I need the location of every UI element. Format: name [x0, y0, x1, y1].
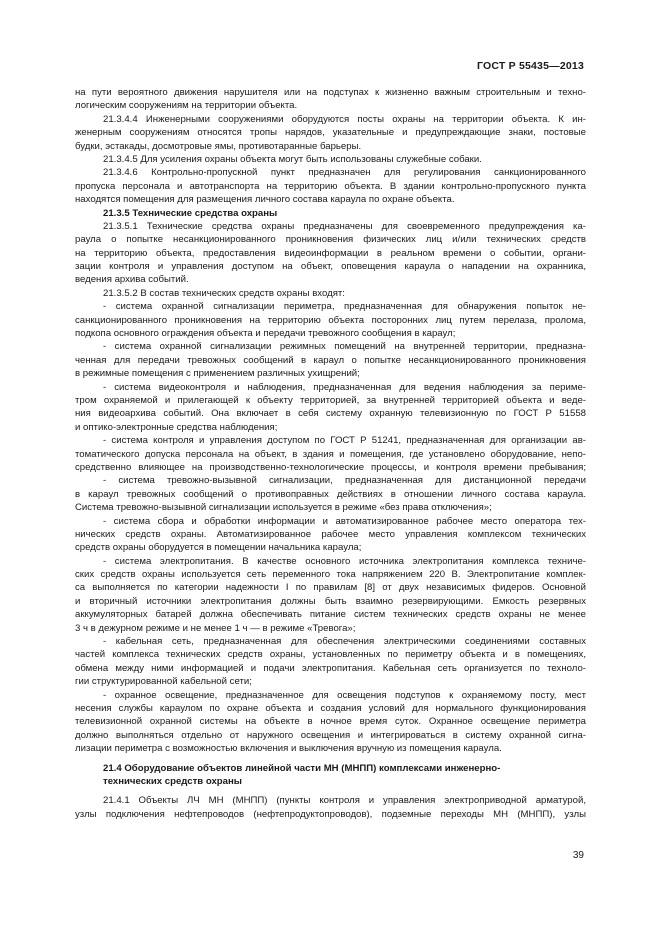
text-line: 21.3.5.2 В состав технических средств охраны входят:	[103, 287, 345, 299]
text-line: Система тревожно-вызывной сигнализации используется в режиме «без права отключения»;	[75, 502, 492, 514]
text-line: зации контроля и управления доступом на объект, оповещения караула о нападении на охранника,	[75, 261, 586, 273]
text-line: - система тревожно-вызывной сигнализации, предназначенная для дистанционной передачи	[103, 475, 586, 487]
text-line: узлы подключения нефтепроводов (нефтепродуктопроводов), подземные переходы МН (МНПП), узлы	[75, 808, 586, 820]
text-line: 21.3.4.5 Для усиления охраны объекта могут быть использованы служебные собаки.	[103, 153, 482, 165]
text-line: будки, эстакады, досмотровые ямы, противотаранные барьеры.	[75, 140, 362, 152]
text-line: 21.3.4.6 Контрольно-пропускной пункт предназначен для регулирования санкционированного	[103, 167, 586, 179]
text-line: средственно влияющее на производственно-технологические процессы, и контроля времени пребывания;	[75, 461, 586, 473]
text-line: ченная для передачи тревожных сообщений в караул о попытке несанкционированного проникновения	[75, 354, 586, 366]
text-line: 21.3.5.1 Технические средства охраны предназначены для своевременного предупреждения ка-	[103, 220, 586, 232]
text-line: - система сбора и обработки информации и автоматизированное рабочее место оператора тех-	[103, 515, 586, 527]
text-line: - система охранной сигнализации режимных помещений на внутренней территории, предназна-	[103, 341, 586, 353]
text-line: и вторичный источники электропитания должны быть взаимно резервирующими. Емкость резервных	[75, 595, 586, 607]
text-line: в режимные помещения с применением различных ухищрений;	[75, 368, 360, 380]
text-line: средств охраны оборудуется в помещении начальника караула;	[75, 542, 362, 554]
text-line: телевизионной охранной системы на объекте в ночное время суток. Охранное освещение периметра	[75, 716, 586, 728]
page-body	[75, 86, 586, 821]
text-line: тром охраняемой и прилегающей к объекту территорией, за внутренней территорией объекта и веде-	[75, 394, 586, 406]
text-line: раула о попытке несанкционированного проникновения физических лиц и/или технических средств	[75, 234, 586, 246]
page-number: 39	[572, 850, 584, 861]
text-line: несения службы караулом по охране объекта и создания условий для нормального функционирования	[75, 702, 586, 714]
text-line: 3 ч в дежурном режиме и не менее 1 ч — в режиме «Тревога»;	[75, 622, 356, 634]
text-line: находятся помещения для размещения личного состава караула по охране объекта.	[75, 194, 455, 206]
text-line: на пути вероятного движения нарушителя или на подступах к жизненно важным строительным и техно-	[75, 87, 586, 98]
text-line: са выполняется по категории надежности I по правилам [8] от двух независимых фидеров. Основной	[75, 582, 586, 594]
text-line: на территорию объекта, предоставления видеоинформации в реальном времени о событии, органи-	[75, 247, 586, 259]
text-line: гии структурированной кабельной сети;	[75, 676, 252, 688]
text-line: - система охранной сигнализации периметра, предназначенная для обнаружения попыток не-	[103, 301, 586, 313]
section-heading-line: 21.4 Оборудование объектов линейной части МН (МНПП) комплексами инженерно-	[103, 762, 501, 774]
text-line: обмена между ними информацией и подачи электропитания. Кабельная сеть организуется по техноло-	[75, 662, 586, 674]
text-line: пропуска персонала и автотранспорта на территорию объекта. В здании контрольно-пропускного пункта	[75, 180, 586, 192]
text-line: 21.4.1 Объекты ЛЧ МН (МНПП) (пункты контроля и управления электроприводной арматурой,	[103, 795, 586, 807]
text-line: ния видеоархива событий. Она включает в себя систему охранную телевизионную по ГОСТ Р 51558	[75, 408, 586, 420]
text-line: логическим сооружениям на территории объекта.	[75, 100, 298, 112]
section-heading-line: технических средств охраны	[103, 775, 242, 787]
section-heading-line: 21.3.5 Технические средства охраны	[103, 207, 278, 219]
text-line: аккумуляторных батарей должна обеспечивать питание систем технических средств охраны не менее	[75, 609, 586, 621]
text-line: и оптико-электронные средства наблюдения;	[75, 421, 278, 433]
text-line: ских средств охраны используется сеть переменного тока напряжением 220 В. Электропитание комплек-	[75, 569, 586, 581]
text-line: частей комплекса технических средств охраны, установленных по периметру объекта и в помещениях,	[75, 649, 586, 661]
document-header: ГОСТ Р 55435—2013	[476, 60, 584, 72]
text-line: - охранное освещение, предназначенное для освещения подступов к охраняемому посту, мест	[103, 689, 586, 701]
text-line: - система электропитания. В качестве основного источника электропитания комплекса техниче-	[103, 555, 586, 567]
text-line: - система видеоконтроля и наблюдения, предназначенная для ведения наблюдения за периме-	[103, 381, 586, 393]
text-line: нических средств охраны. Автоматизированное рабочее место управления комплексом технических	[75, 528, 586, 540]
text-line: 21.3.4.4 Инженерными сооружениями оборудуются посты охраны на территории объекта. К ин-	[103, 113, 586, 125]
text-line: - кабельная сеть, предназначенная для обеспечения электрическими соединениями составных	[103, 636, 586, 648]
text-line: - система контроля и управления доступом по ГОСТ Р 51241, предназначенная для организации ав-	[103, 435, 586, 447]
text-line: томатического допуска персонала на объект, в здания и помещения, где установлено оборудование, непо-	[75, 448, 586, 460]
text-line: санкционированного проникновения на территорию объекта посторонних лиц путем перелаза, пролома,	[75, 314, 586, 326]
text-line: должно выполняться отдельно от наружного освещения и интегрироваться в систему охранной сигна-	[75, 729, 586, 741]
text-line: ведения архива событий.	[75, 274, 189, 286]
text-line: в караул тревожных сообщений о противоправных действиях в отношении личного состава караула.	[75, 488, 586, 500]
text-line: подкопа основного ограждения объекта и передачи тревожного сообщения в караул;	[75, 328, 456, 340]
text-line: женерным сооружениям относятся тропы нарядов, указательные и предупреждающие знаки, постовые	[75, 127, 586, 139]
text-line: лизации периметра с возможностью включения и выключения вручную из помещения караула.	[75, 743, 502, 755]
